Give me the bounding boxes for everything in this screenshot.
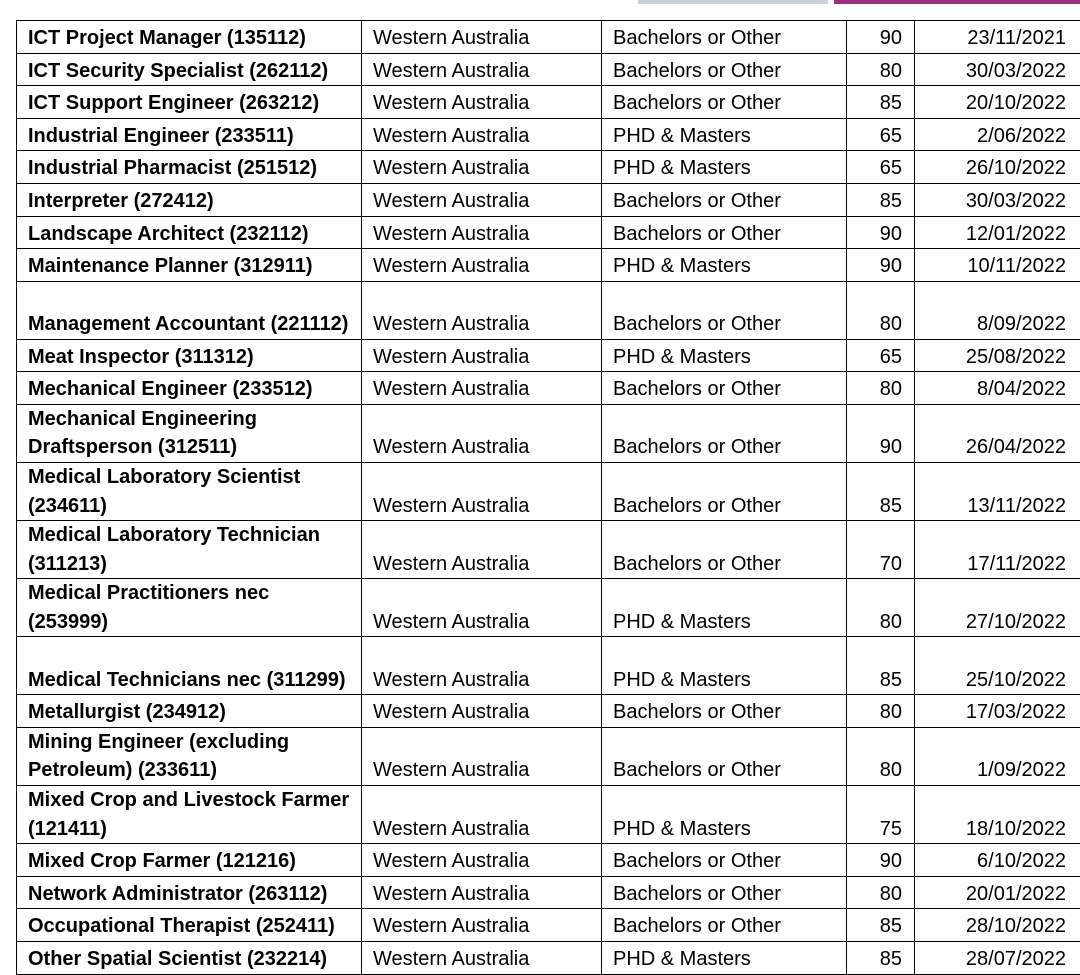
table-row (17, 86, 1080, 119)
state-cell: Western Australia (362, 118, 602, 151)
education-cell: Bachelors or Other (602, 372, 847, 405)
table-row (17, 786, 1080, 844)
date-cell: 26/10/2022 (915, 151, 1080, 184)
occupation-cell: Medical Laboratory Scientist (234611) (17, 462, 362, 520)
occupation-cell: Mixed Crop Farmer (121216) (17, 844, 362, 877)
date-cell: 23/11/2021 (915, 21, 1080, 54)
state-cell: Western Australia (362, 53, 602, 86)
education-cell: Bachelors or Other (602, 281, 847, 339)
occupation-cell: Occupational Therapist (252411) (17, 909, 362, 942)
state-cell: Western Australia (362, 183, 602, 216)
table-row (17, 249, 1080, 282)
occupation-cell: Maintenance Planner (312911) (17, 249, 362, 282)
table-row (17, 183, 1080, 216)
state-cell: Western Australia (362, 216, 602, 249)
date-cell: 10/11/2022 (915, 249, 1080, 282)
table-row (17, 53, 1080, 86)
score-cell: 80 (847, 53, 915, 86)
state-cell: Western Australia (362, 281, 602, 339)
education-cell: PHD & Masters (602, 249, 847, 282)
education-cell: Bachelors or Other (602, 183, 847, 216)
state-cell: Western Australia (362, 372, 602, 405)
education-cell: PHD & Masters (602, 339, 847, 372)
education-cell: Bachelors or Other (602, 727, 847, 785)
table-row (17, 521, 1080, 579)
state-cell: Western Australia (362, 844, 602, 877)
date-cell: 20/01/2022 (915, 876, 1080, 909)
occupation-cell: Mechanical Engineer (233512) (17, 372, 362, 405)
state-cell: Western Australia (362, 21, 602, 54)
table-row (17, 462, 1080, 520)
score-cell: 80 (847, 727, 915, 785)
date-cell: 25/10/2022 (915, 637, 1080, 695)
date-cell: 28/10/2022 (915, 909, 1080, 942)
score-cell: 85 (847, 637, 915, 695)
table-row (17, 372, 1080, 405)
score-cell: 90 (847, 249, 915, 282)
table-row (17, 942, 1080, 975)
score-cell: 75 (847, 786, 915, 844)
score-cell: 80 (847, 579, 915, 637)
occupation-cell: Medical Technicians nec (311299) (17, 637, 362, 695)
occupation-cell: Landscape Architect (232112) (17, 216, 362, 249)
state-cell: Western Australia (362, 909, 602, 942)
education-cell: PHD & Masters (602, 942, 847, 975)
state-cell: Western Australia (362, 339, 602, 372)
occupation-cell: Industrial Engineer (233511) (17, 118, 362, 151)
state-cell: Western Australia (362, 727, 602, 785)
score-cell: 85 (847, 462, 915, 520)
score-cell: 85 (847, 183, 915, 216)
date-cell: 20/10/2022 (915, 86, 1080, 119)
education-cell: PHD & Masters (602, 151, 847, 184)
occupation-cell: Mining Engineer (excluding Petroleum) (233611) (17, 727, 362, 785)
occupation-cell: ICT Support Engineer (263212) (17, 86, 362, 119)
education-cell: Bachelors or Other (602, 21, 847, 54)
score-cell: 70 (847, 521, 915, 579)
score-cell: 85 (847, 942, 915, 975)
state-cell: Western Australia (362, 249, 602, 282)
occupation-cell: ICT Project Manager (135112) (17, 21, 362, 54)
score-cell: 80 (847, 372, 915, 405)
table-row (17, 909, 1080, 942)
table-row (17, 876, 1080, 909)
date-cell: 25/08/2022 (915, 339, 1080, 372)
education-cell: Bachelors or Other (602, 462, 847, 520)
occupation-cell: Mixed Crop and Livestock Farmer (121411) (17, 786, 362, 844)
state-cell: Western Australia (362, 521, 602, 579)
occupation-table-body (17, 21, 1080, 975)
table-row (17, 695, 1080, 728)
education-cell: Bachelors or Other (602, 216, 847, 249)
occupation-cell: Medical Practitioners nec (253999) (17, 579, 362, 637)
date-cell: 2/06/2022 (915, 118, 1080, 151)
table-row (17, 216, 1080, 249)
state-cell: Western Australia (362, 86, 602, 119)
state-cell: Western Australia (362, 786, 602, 844)
education-cell: PHD & Masters (602, 118, 847, 151)
occupation-cell: Industrial Pharmacist (251512) (17, 151, 362, 184)
score-cell: 80 (847, 281, 915, 339)
score-cell: 65 (847, 339, 915, 372)
education-cell: Bachelors or Other (602, 695, 847, 728)
occupation-cell: Interpreter (272412) (17, 183, 362, 216)
tab-indicator-right (834, 0, 1080, 4)
state-cell: Western Australia (362, 462, 602, 520)
education-cell: PHD & Masters (602, 637, 847, 695)
occupation-cell: Other Spatial Scientist (232214) (17, 942, 362, 975)
table-row (17, 281, 1080, 339)
score-cell: 80 (847, 876, 915, 909)
score-cell: 85 (847, 909, 915, 942)
date-cell: 1/09/2022 (915, 727, 1080, 785)
occupation-cell: Medical Laboratory Technician (311213) (17, 521, 362, 579)
date-cell: 8/04/2022 (915, 372, 1080, 405)
occupation-cell: Mechanical Engineering Draftsperson (312511) (17, 404, 362, 462)
education-cell: PHD & Masters (602, 786, 847, 844)
table-row (17, 844, 1080, 877)
date-cell: 30/03/2022 (915, 183, 1080, 216)
date-cell: 30/03/2022 (915, 53, 1080, 86)
date-cell: 13/11/2022 (915, 462, 1080, 520)
state-cell: Western Australia (362, 876, 602, 909)
state-cell: Western Australia (362, 404, 602, 462)
education-cell: PHD & Masters (602, 579, 847, 637)
state-cell: Western Australia (362, 637, 602, 695)
date-cell: 26/04/2022 (915, 404, 1080, 462)
date-cell: 17/11/2022 (915, 521, 1080, 579)
date-cell: 6/10/2022 (915, 844, 1080, 877)
score-cell: 65 (847, 118, 915, 151)
table-row (17, 579, 1080, 637)
education-cell: Bachelors or Other (602, 404, 847, 462)
date-cell: 27/10/2022 (915, 579, 1080, 637)
education-cell: Bachelors or Other (602, 909, 847, 942)
date-cell: 28/07/2022 (915, 942, 1080, 975)
score-cell: 65 (847, 151, 915, 184)
score-cell: 85 (847, 86, 915, 119)
table-row (17, 339, 1080, 372)
date-cell: 12/01/2022 (915, 216, 1080, 249)
table-row (17, 21, 1080, 54)
occupation-cell: Management Accountant (221112) (17, 281, 362, 339)
education-cell: Bachelors or Other (602, 86, 847, 119)
occupation-table (16, 20, 1080, 975)
state-cell: Western Australia (362, 579, 602, 637)
state-cell: Western Australia (362, 695, 602, 728)
score-cell: 90 (847, 404, 915, 462)
table-row (17, 404, 1080, 462)
score-cell: 90 (847, 216, 915, 249)
state-cell: Western Australia (362, 942, 602, 975)
occupation-cell: Network Administrator (263112) (17, 876, 362, 909)
date-cell: 17/03/2022 (915, 695, 1080, 728)
occupation-cell: ICT Security Specialist (262112) (17, 53, 362, 86)
education-cell: Bachelors or Other (602, 53, 847, 86)
score-cell: 90 (847, 21, 915, 54)
top-tab-strip (0, 0, 1080, 6)
date-cell: 8/09/2022 (915, 281, 1080, 339)
score-cell: 90 (847, 844, 915, 877)
score-cell: 80 (847, 695, 915, 728)
occupation-cell: Meat Inspector (311312) (17, 339, 362, 372)
occupation-cell: Metallurgist (234912) (17, 695, 362, 728)
education-cell: Bachelors or Other (602, 876, 847, 909)
date-cell: 18/10/2022 (915, 786, 1080, 844)
tab-indicator-left (638, 0, 828, 4)
state-cell: Western Australia (362, 151, 602, 184)
table-row (17, 151, 1080, 184)
table-row (17, 727, 1080, 785)
education-cell: Bachelors or Other (602, 521, 847, 579)
table-row (17, 637, 1080, 695)
education-cell: Bachelors or Other (602, 844, 847, 877)
table-row (17, 118, 1080, 151)
